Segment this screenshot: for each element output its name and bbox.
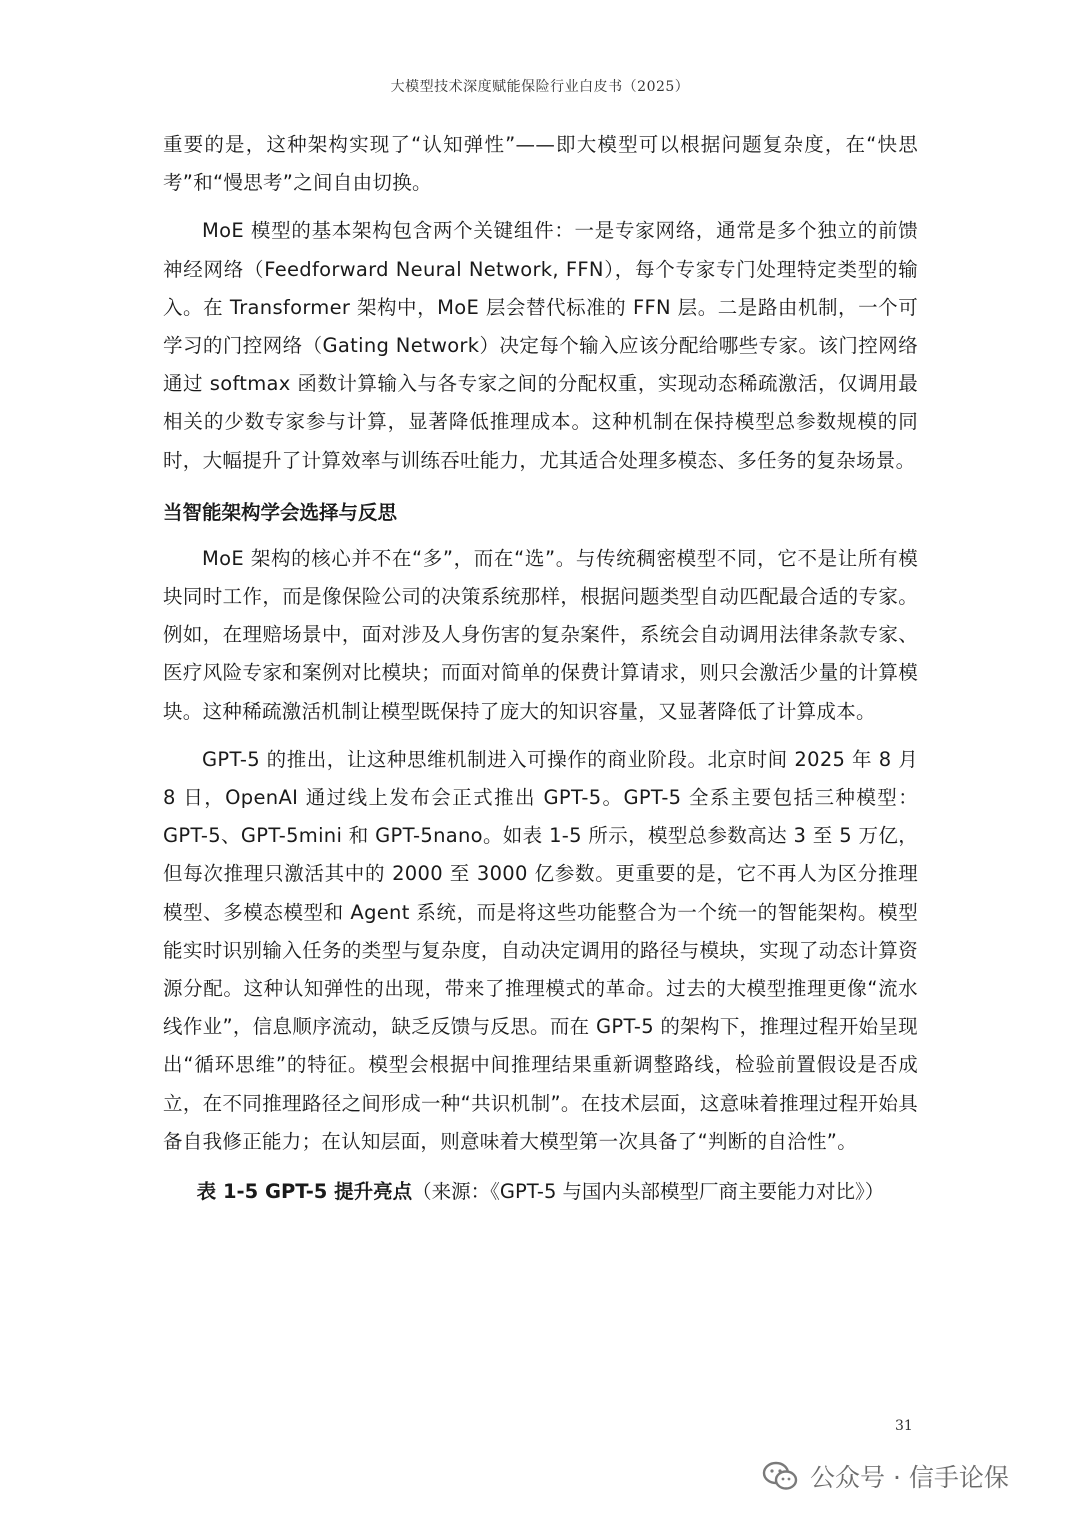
- watermark-text: 公众号 · 信手论保: [810, 1463, 1009, 1492]
- page-number: 31: [895, 1418, 913, 1434]
- paragraph-continuation: 重要的是，这种架构实现了“认知弹性”——即大模型可以根据问题复杂度，在“快思考”和“慢思考”之间自由切换。: [163, 133, 918, 195]
- running-header: 大模型技术深度赋能保险行业白皮书（2025）: [390, 79, 690, 95]
- paragraph-moe-selection: MoE 架构的核心并不在“多”，而在“选”。与传统稠密模型不同，它不是让所有模块同时工作，而是像保险公司的决策系统那样，根据问题类型自动匹配最合适的专家。例如，在理赔场景中，面对涉及人身伤害的复杂案件，系统会自动调用法律条款专家、医疗风险专家和案例对比模块；而面对简单的保费计算请求，则只会激活少量的计算模块。这种稀疏激活机制让模型既保持了庞大的知识容量，又显著降低了计算成本。: [163, 546, 918, 723]
- watermark: [762, 1458, 1009, 1494]
- document-body: [163, 126, 918, 1211]
- table-caption: [163, 1173, 918, 1211]
- section-heading: 当智能架构学会选择与反思: [163, 500, 398, 524]
- wechat-icon: [762, 1461, 798, 1491]
- table-caption-source: （来源：《GPT-5 与国内头部模型厂商主要能力对比》）: [412, 1180, 885, 1204]
- paragraph-gpt5: GPT-5 的推出，让这种思维机制进入可操作的商业阶段。北京时间 2025 年 8 月 8 日，OpenAI 通过线上发布会正式推出 GPT-5。GPT-5 全系主要包括三种模型：GPT-5、GPT-5mini 和 GPT-5nano。如表 1-5 所示，模型总参数高达 3 至 5 万亿，但每次推理只激活其中的 2000 至 3000 亿参数。更重要的是，它不再人为区分推理模型、多模态模型和 Agent 系统，而是将这些功能整合为一个统一的智能架构。模型能实时识别输入任务的类型与复杂度，自动决定调用的路径与模块，实现了动态计算资源分配。这种认知弹性的出现，带来了推理模式的革命。过去的大模型推理更像“流水线作业”，信息顺序流动，缺乏反馈与反思。而在 GPT-5 的架构下，推理过程开始呈现出“循环思维”的特征。模型会根据中间推理结果重新调整路线，检验前置假设是否成立，在不同推理路径之间形成一种“共识机制”。在技术层面，这意味着推理过程开始具备自我修正能力；在认知层面，则意味着大模型第一次具备了“判断的自洽性”。: [163, 747, 918, 1153]
- paragraph-moe-architecture: MoE 模型的基本架构包含两个关键组件：一是专家网络，通常是多个独立的前馈神经网络（Feedforward Neural Network, FFN），每个专家专门处理特定类型的输入。在 Transformer 架构中，MoE 层会替代标准的 FFN 层。二是路由机制，一个可学习的门控网络（Gating Network）决定每个输入应该分配给哪些专家。该门控网络通过 softmax 函数计算输入与各专家之间的分配权重，实现动态稀疏激活，仅调用最相关的少数专家参与计算，显著降低推理成本。这种机制在保持模型总参数规模的同时，大幅提升了计算效率与训练吞吐能力，尤其适合处理多模态、多任务的复杂场景。: [163, 219, 918, 472]
- table-caption-label: 表 1-5 GPT-5 提升亮点: [196, 1180, 413, 1204]
